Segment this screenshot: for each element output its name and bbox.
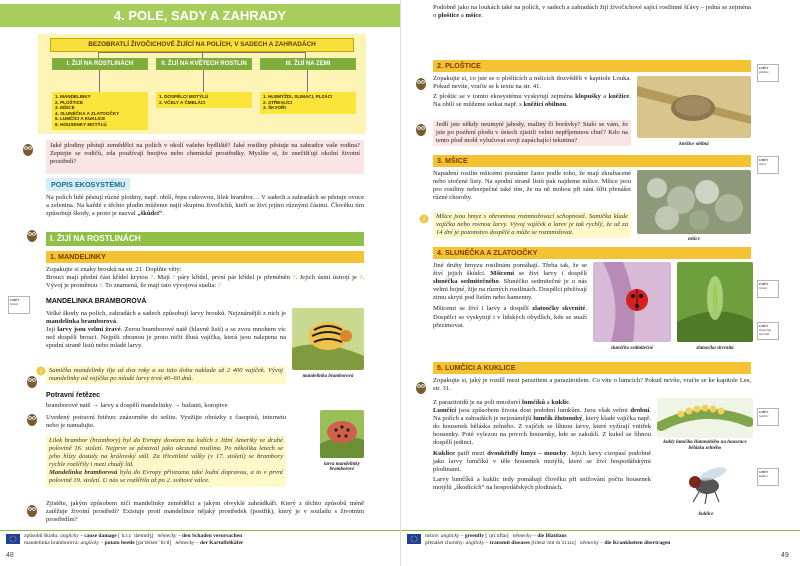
lacewing-caption: zlatoočka skvrnitá [696, 346, 734, 351]
diagram-line2 [203, 70, 204, 92]
margin-note: UMĚT zlatoočka skvrnitá [757, 322, 779, 340]
diagram-col2-label: II. ŽIJÍ NA KVĚTECH ROSTLIN [156, 58, 252, 70]
wasp-caption: kukly lumčíka žlutonohého na housence běláska zelného [663, 440, 747, 451]
diagram-item: 2. VČELY A ČMELÁCI [159, 99, 206, 105]
owl-icon [26, 503, 38, 517]
aphid-image [637, 170, 751, 234]
lacewing-image [677, 262, 753, 342]
diagram-header: BEZOBRATLÍ ŽIVOČICHOVÉ ŽIJÍCÍ NA POLÍCH, V SADECH A ZAHRADÁCH [50, 38, 354, 52]
owl-icon [26, 412, 38, 426]
owl-icon [415, 380, 427, 394]
right-page [400, 0, 800, 566]
eu-flag-icon [6, 534, 20, 544]
margin-note: UMĚT brouci [757, 280, 779, 298]
diagram-item: 6. HOUSENKY MOTÝLŮ [55, 121, 107, 127]
bug-caption: kněžice obilná [679, 142, 709, 147]
mandelinka-note: Samička mandelinky tlje až dva roky a za tuto dobu naklade až 2 400 vajíček. Vývoj mandelinky od vajíčka po mladé larvy trvá 40–60 dnů. [46, 366, 286, 384]
history-note: Lilek brambor (brambory) byl do Evropy dovezen na lodích z Jižní Ameriky ve druhé polovině 16. století. Nejprve se pěstoval jako okrasná rostlina. Po několika letech se jeho hlízy dostaly na královský stůl. Za třicetileté války (v 17. století) se brambory rychle rozšířily i mezi chudý lid. Mandelinka bramborová byla do Evropy přivezena také lodní dopravou, a to v první polovině 19. století. U nás se rozšířila až po 2. světové válce. [46, 436, 286, 487]
margin-note: UMĚT brouci [8, 296, 30, 314]
diagram-item: 4. SLUNÉČKA A ZLATOOČKY [55, 110, 120, 116]
mandelinka-text: Velké škody na polích, zahradách a sadech způsobují larvy brouků. Nejznámější z nich je mandelinka bramborová. Její larvy jsou velmi žravé. Zerou bramborové natě (hlavně listí) a se zvou mnohem víc než dospělí brouci. Nejpíši obranou je proto ničit žlutá vajíčka, která jsou nalepena na spodní straně listů nebo mladé larvy. [46, 310, 286, 350]
footer-rule [0, 530, 400, 531]
owl-icon [415, 76, 427, 90]
owl-icon [26, 374, 38, 388]
aphid-caption: mšice [688, 237, 700, 242]
final-question: Zjistěte, jakým způsobem ničí mandelinky zemědělci a jakým obvyklé zahrádkáři. Který z těchto způsobů méně zatěžuje životní prostředí? Existuje proti mandelince nějaký prostředek (postřik), který je v souladu s životním prostředím? [46, 500, 364, 524]
diagram-line3 [307, 70, 308, 92]
lumcici-text: Z parazitoidů je na poli množství lumčíků a kuklic. Lumčíci jsou způsobem života dost podobní lumkům. Jsou však velmi drobní. Na polích a zahradách je nejznámější lumčík žlutonohý, který klade vajíčka např. do housenek běláska zelného. Z vajíček se líhnou larvy, které vyžírají vnitřek housenky. Poté vylezou na povrch housenky, kde se zakuklí. Z kukel se líhnou dospělí jedinci. Kuklice patří mezi dvoukřídlý hmyz – mouchy. Jejich larvy cizopasí podobně jako larvy lumčíků v těle housenek motýlů, které se živí hospodářskými plodinami. Larvy lumčíků a kuklic tedy pomáhají člověku při snižování počtu housenek motýlů „škodících“ na hospodářských plodinách. [433, 399, 652, 491]
larva-image [320, 410, 364, 458]
page-number: 49 [781, 552, 789, 559]
diagram-col1-items [52, 92, 148, 130]
ladybird-image [593, 262, 671, 342]
eu-flag-icon [407, 534, 421, 544]
sub-title-lumcici: 5. LUMČÍCI A KUKLICE [433, 362, 751, 374]
popis-text: Na polích lidé pěstují různé plodiny, např. obilí, řepu cukrovou, lilek brambor… V sadech a zahradách se pěstuje ovoce a zelenina. Na každé z těchto plodin můžeme najít skupinu živočichů, kteří se živí jejími různými částmi. Člověku tím způsobují škody, a proto je nazval „škůdci“. [46, 194, 364, 218]
diagram-item: 3. ŠKVOŘI [263, 105, 286, 111]
owl-icon [415, 122, 427, 136]
plostice-question: Jedlí jste někdy neumyté jahody, maliny či borůvky? Stalo se vám, že jste po pozření plodu v ústech zjistili velmi nepříjemnou chuť? Kdo na tento plod mohl vylučovat svoji zapáchající tekutinu? [433, 120, 631, 146]
lumcici-intro: Zopakujte si, jaký je rozdíl mezi parazitem a parazitoidem. Co víte o lumcích? Pokud nevíte, vraťte se ke kapitole Les, str. 31. [433, 377, 751, 393]
chapter-title: 4. POLE, SADY A ZAHRADY [0, 4, 400, 27]
margin-note: UMĚT lumčíci [757, 408, 779, 426]
slunecka-text: Jiné druhy hmyzu rostlinám pomáhají. Třeba tak, že se živí jejich škůdci. Mšicemi se živí larvy i dospělí slunéčka sedmitečného. Slunéčko sedmitečné je u nás velmi hojné, žije na různých rostlinách. Dospělci přežívají zimu skrytí pod listím nebo kamenny. Mšicemi se živí i larvy a dospělí zlatoočky skvrnité. Dospělci se vyskytují i v lidských obydlích, kde se snaží přezimovat. [433, 262, 587, 329]
beetle-image [292, 308, 364, 370]
info-icon [36, 366, 46, 376]
larva-caption: larva mandelinky bramborové [324, 462, 360, 472]
plostice-text: Zopakujte si, co jste se o ploštících a mšicích dozvěděli v kapitole Louka. Pokud nevíte, vraťte se k textu na str. 41. Z ploštic se v tomto ekosystému vyskytují zejména klopušky a kněžice. Na obilí se můžeme setkat např. s kněžicí obilnou. [433, 75, 631, 109]
potravni-heading: Potravní řetězec [46, 392, 101, 399]
fly-caption: kuklice [698, 512, 714, 517]
diagram-col1-label: I. ŽIJÍ NA ROSTLINÁCH [52, 58, 148, 70]
owl-icon [26, 228, 38, 242]
sub-title-msice: 3. MŠICE [433, 155, 751, 167]
info-icon [419, 214, 429, 224]
potravni-question: Uvedený potravní řetězec znázorněte do sešitu. Využijte obrázky z časopisů, internetu nebo je namalujte. [46, 414, 286, 430]
footer-rule [401, 530, 800, 531]
margin-note: UMĚT ploštice [757, 64, 779, 82]
margin-note: UMĚT kuklice [757, 468, 779, 486]
overview-diagram [38, 34, 366, 134]
diagram-col3-label: III. ŽIJÍ NA ZEMI [260, 58, 356, 70]
intro-text: Podobně jako na loukách také na polích, v sadech a zahradách žijí živočichové sající rostlinné šťávy – jedná se zejména o plošticе a mšice. [433, 4, 751, 20]
diagram-item: 2. PLOŠTICE [55, 99, 84, 105]
diagram-line1 [99, 70, 100, 92]
section-title-1: I. ŽIJÍ NA ROSTLINÁCH [46, 232, 364, 246]
task-text: Zopakujte si znaky brouků na str. 21. Doplňte věty: Brouci mají přední část křídel krytou ?. Mají ? páry křídel, první pár křídel je přeměněn ?. Jejich ústní ústrojí je ?. Vývoj je proměnou ?. To znamená, že mají tato vývojová stadia: ? [46, 266, 365, 290]
potravni-chain: bramborové natě → larvy a dospělí mandelinky → bažanti, koroptve [46, 402, 228, 409]
msice-note: Mšice jsou hmyz s ohromnou rozmnožovací schopností. Samička klade vajíčka nebo rovnou larvy. Vývoj vajíček a larev je tak rychlý, že už za 14 dní je potomstvo dospělé a může se rozmnožovat. [433, 212, 631, 238]
diagram-item: 5. LUMČÍCI A KUKLICE [55, 116, 106, 122]
diagram-item: 3. MŠICE [55, 105, 75, 111]
diagram-col3-items [260, 92, 356, 114]
diagram-item: 1. HLEMÝŽDI, SLIMÁCI, PLZÁCI [263, 94, 333, 99]
sub-title-plostice: 2. PLOŠTICE [433, 60, 751, 72]
diagram-item: 1. DOSPĚLCI MOTÝLŮ [159, 94, 209, 99]
footer-vocab: způsobit škodu: anglicky – cause damage [ˈkɔːz ˈdæmɪdʒ] německy – den Schaden verursachen mandelinka bramborová: anglicky – potato beetle [pəˈteɪtəʊ ˈbiːtl] německy – der Kartoffelkäfer [24, 533, 244, 546]
footer-vocab: mšice: anglicky – greenfly [ˈɡriːnflaɪ] německy – die Blattlaus přenášet choroby: anglicky – transmit diseases [trænzˈmɪt dɪˈziːzɪz] německy – die Krankheiten übertragen [425, 533, 671, 546]
page-number: 48 [6, 552, 14, 559]
beetle-caption: mandelinka bramborová [302, 374, 354, 379]
owl-icon [22, 142, 34, 156]
fly-image [677, 460, 735, 508]
sub-title-slunecka: 4. SLUNÉČKA A ZLATOOČKY [433, 247, 751, 259]
mandelinka-heading: MANDELINKA BRAMBOROVÁ [46, 298, 147, 305]
popis-label: POPIS EKOSYSTÉMU [46, 178, 130, 191]
intro-question: Jaké plodiny pěstují zemědělci na polích v okolí vašeho bydliště? Jaké rostliny pěstuje na zahradce vaše rodina? Zeptejte se rodičů, zda používají hnojiva nebo chemické prostředky. Myslíte si, že znečišťují okolní životní prostředí? [46, 140, 364, 174]
svg-text:i: i [423, 215, 425, 224]
margin-note: UMĚT mšice [757, 156, 779, 174]
svg-text:i: i [40, 367, 42, 376]
diagram-item: 1. MANDELINKY [55, 94, 91, 99]
ladybird-caption: slunéčko sedmitečné [610, 346, 654, 351]
msice-text: Napadení rostlin mšicemi poznáme často podle toho, že mají zkrabacené nebo stočené listy. Na spodní straně listů pak najdeme mšice. Mšice jsou pro rostliny nebezpečné také tím, že na ně mohou při sání šířit přenášet různé choroby. [433, 170, 631, 202]
sub-title-mandelinky: 1. MANDELINKY [46, 251, 364, 263]
diagram-col2-items [156, 92, 252, 108]
diagram-item: 2. STŘEVLÍCI [263, 99, 293, 105]
bug-image [637, 76, 751, 138]
wasp-cocoon-image [657, 398, 753, 438]
